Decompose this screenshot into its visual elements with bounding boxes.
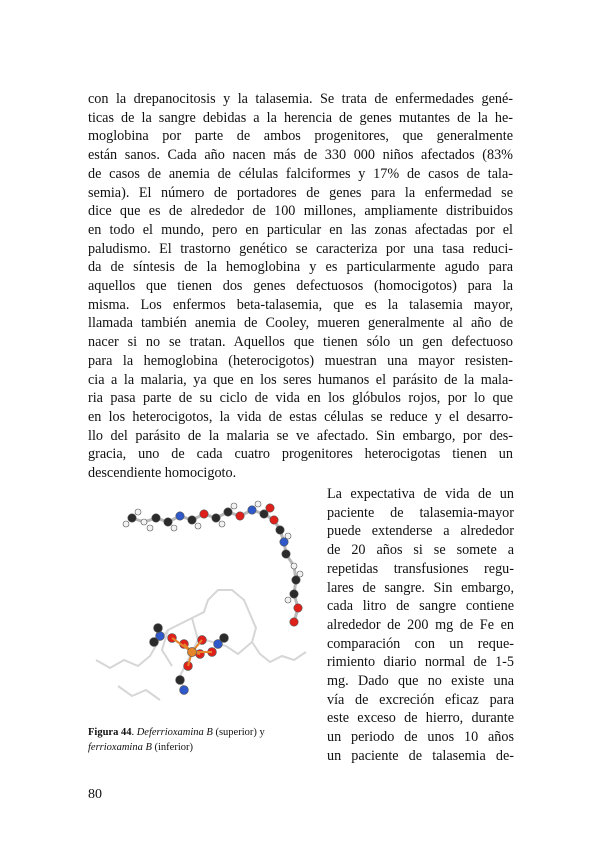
hydrogen-atom xyxy=(231,503,237,509)
figure-caption xyxy=(88,725,316,755)
oxygen-atom xyxy=(294,604,302,612)
carbon-atom xyxy=(128,514,136,522)
nitrogen-atom xyxy=(180,686,189,695)
nitrogen-atom xyxy=(176,512,184,520)
caption-label: Figura 44 xyxy=(88,727,132,738)
paragraph-line: para la hemoglobina (heterocigotos) muestran una mayor resisten- xyxy=(88,352,513,369)
side-paragraph-line: puede extenderse a alrededor xyxy=(327,523,514,540)
side-paragraph-line: vía de excreción eficaz para xyxy=(327,691,514,708)
iron-atom xyxy=(187,647,196,656)
paragraph-line: de casos de anemia de células falciformes y 17% de casos de tala- xyxy=(88,165,513,182)
carbon-atom xyxy=(154,624,163,633)
paragraph-line: semia). El número de portadores de genes para la enfermedad se xyxy=(88,184,513,201)
paragraph-line: con la drepanocitosis y la talasemia. Se trata de enfermedades gené- xyxy=(88,91,513,107)
side-paragraph-line: repetidas transfusiones regu- xyxy=(327,560,514,577)
paragraph-line: en todo el mundo, pero en particular en las zonas afectadas por el xyxy=(88,221,513,238)
oxygen-atom xyxy=(200,510,208,518)
side-paragraph-line: de 20 años si se somete a xyxy=(327,542,514,559)
side-paragraph-line: un paciente de talasemia de- xyxy=(327,747,514,764)
paragraph-line: llo del parásito de la malaria se ve afectado. Sin embargo, por des- xyxy=(88,427,513,444)
molecule-illustration xyxy=(88,490,316,720)
side-paragraph-line: mg. Dado que no existe una xyxy=(327,673,514,689)
hydrogen-atom xyxy=(135,509,141,515)
paragraph-line: en los heterocigotos, la vida de estas células se reduce y el desarro- xyxy=(88,408,513,425)
paragraph-line: aquellos que tienen dos genes defectuosos (homocigotos) para la xyxy=(88,278,513,294)
paragraph-line: gracia, uno de cada cuatro progenitores heterocigotas tienen un xyxy=(88,446,513,463)
hydrogen-atom xyxy=(195,523,201,529)
hydrogen-atom xyxy=(141,519,147,525)
paragraph-line: paludismo. El trastorno genético se caracteriza por una tasa reduci- xyxy=(88,240,513,257)
carbon-atom xyxy=(290,590,298,598)
side-paragraph-line: rimiento diario normal de 1-5 xyxy=(327,654,514,671)
carbon-atom xyxy=(176,676,185,685)
carbon-atom xyxy=(282,550,290,558)
oxygen-atom xyxy=(266,504,274,512)
hydrogen-atom xyxy=(219,521,225,527)
paragraph-line: ria pasa parte de su ciclo de vida en los glóbulos rojos, por lo que xyxy=(88,390,513,407)
caption-position-2: (inferior) xyxy=(151,742,193,753)
paragraph-line: moglobina por parte de ambos progenitores, que generalmente xyxy=(88,128,513,145)
paragraph-line: cia a la malaria, ya que en los seres humanos el parásito de la mala- xyxy=(88,371,513,388)
carbon-atom xyxy=(224,508,232,516)
side-paragraph-line: comparación con un reque- xyxy=(327,635,514,652)
hydrogen-atom xyxy=(123,521,129,527)
side-paragraph-line: paciente de talasemia-mayor xyxy=(327,504,514,521)
caption-compound-1: Deferrioxamina B xyxy=(136,727,213,738)
carbon-atom xyxy=(152,514,160,522)
carbon-atom xyxy=(212,514,220,522)
paragraph-line: llamada también anemia de Cooley, mueren generalmente al año de xyxy=(88,315,513,332)
paragraph-line: nacer si no se tratan. Aquellos que tienen sólo un gen defectuoso xyxy=(88,334,513,351)
caption-separator: . xyxy=(131,727,137,738)
carbon-atom xyxy=(220,634,229,643)
paragraph-line: están sanos. Cada año nacen más de 330 000 niños afectados (83% xyxy=(88,147,513,164)
page-number: 80 xyxy=(88,787,102,802)
side-paragraph-line: lares de sangre. Sin embargo, xyxy=(327,579,514,596)
molecule-figure xyxy=(88,490,316,720)
side-paragraph-line: alrededor de 200 mg de Fe en xyxy=(327,616,514,633)
hydrogen-atom xyxy=(297,571,303,577)
oxygen-atom xyxy=(270,516,278,524)
paragraph-line: da de síntesis de la hemoglobina y es particularmente agudo para xyxy=(88,259,513,276)
hydrogen-atom xyxy=(285,597,291,603)
nitrogen-atom xyxy=(248,506,256,514)
side-paragraph-line: este exceso de hierro, durante xyxy=(327,710,514,727)
caption-compound-2: ferrioxamina B xyxy=(88,742,152,753)
hydrogen-atom xyxy=(285,533,291,539)
oxygen-atom xyxy=(290,618,298,626)
carbon-atom xyxy=(276,526,284,534)
hydrogen-atom xyxy=(255,501,261,507)
side-paragraph-line: La expectativa de vida de un xyxy=(327,486,514,502)
paragraph-line: dice que es de alrededor de 100 millones, ampliamente distribuidos xyxy=(88,203,513,220)
hydrogen-atom xyxy=(147,525,153,531)
caption-position-1: (superior) y xyxy=(212,727,265,738)
side-paragraph-line: un periodo de unos 10 años xyxy=(327,729,514,746)
hydrogen-atom xyxy=(291,563,297,569)
carbon-atom xyxy=(150,638,159,647)
paragraph-line: descendiente homocigoto. xyxy=(88,465,237,481)
paragraph-line: misma. Los enfermos beta-talasemia, que es la talasemia mayor, xyxy=(88,296,513,313)
oxygen-atom xyxy=(236,512,244,520)
paragraph-line: ticas de la sangre debidas a la herencia de genes mutantes de la he- xyxy=(88,109,513,126)
carbon-atom xyxy=(164,518,172,526)
side-paragraph-line: cada litro de sangre contiene xyxy=(327,598,514,615)
hydrogen-atom xyxy=(171,525,177,531)
carbon-atom xyxy=(188,516,196,524)
